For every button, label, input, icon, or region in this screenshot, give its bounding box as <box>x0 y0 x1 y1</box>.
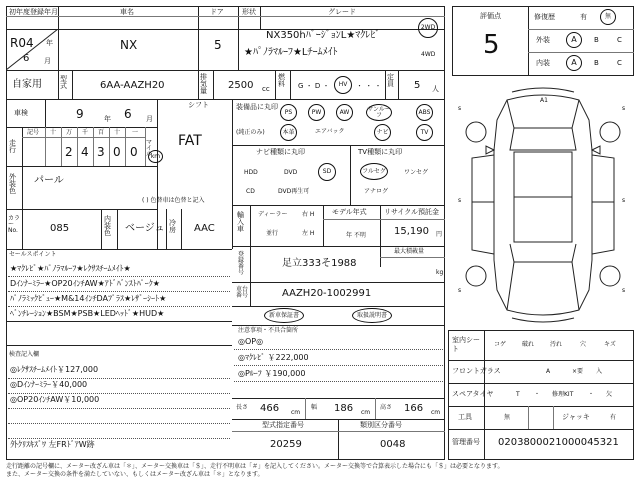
year-unit: 年 <box>46 39 53 47</box>
mileage-head-1: 万 <box>66 129 73 136</box>
month-unit: 月 <box>44 57 51 65</box>
option-line-2: ◎OP20ｲﾝﾁAW￥10,000 <box>10 395 100 404</box>
mileage-note-label: 記号 <box>27 129 40 136</box>
ac-label: 冷房 <box>169 219 176 234</box>
nav-cd: CD <box>246 188 255 195</box>
type-no-label: 型式指定番号 <box>262 421 304 429</box>
model-year-value: 年 不明 <box>346 232 366 239</box>
import-label: 輸入車 <box>237 211 244 233</box>
exterior-a-mark: A <box>566 32 582 48</box>
use-type: 自家用 <box>12 79 42 90</box>
doors: 5 <box>214 38 222 52</box>
equipment-label: 装備品に丸印 <box>236 103 278 111</box>
color-no: 085 <box>50 223 70 234</box>
mileage-head-2: 千 <box>82 129 89 136</box>
footer-line-2: また、メーター交換の条件を満たしていない、もしくはメーター改ざん車は「＊」となります。 <box>6 471 264 478</box>
nav-sd-mark: SD <box>318 163 336 181</box>
equip-abs: ABS <box>416 104 433 121</box>
note-line-1: ◎ﾏｸﾚﾋﾞ ￥222,000 <box>238 353 309 362</box>
recycle-amount: 15,190 <box>394 226 429 237</box>
length-label: 長さ <box>236 404 249 411</box>
option-line-1: ◎Dｲﾝﾅｰﾐﾗｰ￥40,000 <box>10 380 88 389</box>
sales-line-3: ﾍﾞﾝﾁﾚｰｼｮﾝ★BSM★PSB★LEDﾍｯﾄﾞ★HUD★ <box>10 309 165 318</box>
fuel-other: ・ ・ ・ <box>356 82 382 90</box>
tv-label: TV種類に丸印 <box>358 148 403 156</box>
first-reg-month: 6 <box>23 53 30 64</box>
nav-dvd-play: DVD再生可 <box>278 188 310 195</box>
recycle-unit: 円 <box>436 231 443 238</box>
manual-mark: 取扱説明書 <box>352 308 392 323</box>
drive-2wd-mark: 2WD <box>418 18 438 38</box>
interior-label: 内装 <box>536 59 550 67</box>
interior-color: ベージュ <box>125 223 165 234</box>
plate: 足立333そ1988 <box>282 258 357 269</box>
equip-airbag: エアバック <box>315 128 345 135</box>
chassis-label: 車台番号 <box>236 286 249 299</box>
spare-label: スペアタイヤ <box>452 390 494 398</box>
note-line-0: ◎OP◎ <box>238 337 264 346</box>
windshield-label: フロントガラス <box>452 367 501 375</box>
spare-dot-2: ・ <box>588 391 595 398</box>
diagonal-divider <box>6 29 58 70</box>
mileage-head-0: 十 <box>50 129 57 136</box>
type-no: 20259 <box>270 439 302 450</box>
car-diagram <box>452 80 634 326</box>
seat-item-1: 破れ <box>522 341 535 348</box>
height-unit: cm <box>431 409 441 416</box>
mileage-head-3: 百 <box>98 129 105 136</box>
seat-item-3: 穴 <box>580 341 587 348</box>
shape-label: 形状 <box>242 8 256 16</box>
shift: FAT <box>178 133 202 149</box>
equip-navi: ナビ <box>374 124 391 141</box>
option-line-5: 外ｸﾘｽｷｽﾞﾜ 左FRﾄﾞｱW跡 <box>10 440 95 449</box>
displacement-label: 排気量 <box>200 73 207 95</box>
first-reg-label: 初年度登録年月 <box>9 8 58 16</box>
nav-hdd: HDD <box>244 169 258 176</box>
exterior-label: 外装 <box>536 36 550 44</box>
mileage-digit-1: 2 <box>65 145 73 159</box>
capacity-unit: 人 <box>432 85 439 93</box>
recycle-label: リサイクル預託金 <box>384 208 440 216</box>
seat-item-2: 汚れ <box>550 341 563 348</box>
spare-dot-1: ・ <box>534 391 541 398</box>
repair-none-mark: 無 <box>600 9 616 25</box>
fuel-options: G ・ D ・ <box>298 82 330 90</box>
notes-label: 注意事項・不具合箇所 <box>238 327 299 334</box>
height-label: 高さ <box>380 404 393 411</box>
s-mark-tr: s <box>622 105 626 112</box>
options-label: 検査記入欄 <box>9 351 40 358</box>
windshield-in: 入 <box>596 368 603 375</box>
sales-line-2: ﾊﾟﾉﾗﾐｯｸﾋﾞｭｰ★M&14ｲﾝﾁDAﾌﾟﾗｽ★ﾚｻﾞｰｼｰﾄ★ <box>10 294 167 303</box>
color-no-label: カラーNo. <box>8 215 21 234</box>
inspection-month-unit: 月 <box>146 115 153 123</box>
inspection-label: 車検 <box>14 109 28 117</box>
import-left: 左 H <box>302 230 315 237</box>
windshield-a: A <box>546 368 551 375</box>
equip-aw: AW <box>336 104 353 121</box>
inspection-year-unit: 年 <box>104 115 111 123</box>
repair-option-yes: 有 <box>580 13 587 21</box>
length: 466 <box>260 403 280 414</box>
width-unit: cm <box>361 409 371 416</box>
class-no-label: 類別区分番号 <box>360 421 402 429</box>
car-name: NX <box>120 38 138 52</box>
grade-label: グレード <box>328 8 356 16</box>
interior-c: C <box>617 59 622 67</box>
max-load-label: 最大積載量 <box>394 248 425 255</box>
grade-line2: ★ﾊﾟﾉﾗﾏﾙｰﾌ★Lﾁｰﾑﾒｲﾄ <box>244 47 338 58</box>
option-line-0: ◎ﾚｸｻｽﾁｰﾑﾒｲﾄ￥127,000 <box>10 365 99 374</box>
mgmt-number: 0203800021000045321 <box>498 437 619 448</box>
interior-b: B <box>594 59 599 67</box>
width-label: 幅 <box>311 404 318 411</box>
equipment-sub: (純正のみ) <box>236 129 265 136</box>
color-label: 外装色 <box>9 173 16 195</box>
s-mark-tl: s <box>458 105 462 112</box>
class-no: 0048 <box>380 439 406 450</box>
grade-line1: NX350hﾊﾞｰｼﾞｮﾝL★ﾏｸﾚﾋﾞ <box>266 30 381 41</box>
car-name-label: 車名 <box>120 8 134 16</box>
nav-label: ナビ種類に丸印 <box>256 148 305 156</box>
s-mark-bl: s <box>458 287 462 294</box>
s-mark-ml: s <box>458 197 462 204</box>
score-label: 評価点 <box>480 12 501 20</box>
mileage-head-5: 一 <box>132 129 139 136</box>
tv-analog: アナログ <box>364 188 389 195</box>
tools-value: 無 <box>504 414 511 421</box>
spare-t: T <box>516 391 520 398</box>
mgmt-label: 管理番号 <box>452 438 480 446</box>
mileage-digit-4: 0 <box>113 145 121 159</box>
tools-label: 工具 <box>458 413 472 421</box>
import-parallel: 並行 <box>266 230 279 237</box>
spare-missing: 欠 <box>606 391 613 398</box>
drive-4wd: 4WD <box>421 51 436 58</box>
first-reg-year: R04 <box>10 36 34 50</box>
fuel-hv-mark: HV <box>334 76 352 94</box>
score: 5 <box>483 30 500 60</box>
jack-label: ジャッキ <box>562 413 590 421</box>
exterior-b: B <box>594 36 599 44</box>
ac: AAC <box>194 223 215 234</box>
new-warranty-mark: 新車保証書 <box>264 308 304 323</box>
tv-fullseg-mark: フルセグ <box>360 163 388 180</box>
sales-line-0: ★ﾏｸﾚﾋﾞ★ﾊﾟﾉﾗﾏﾙｰﾌ★ﾚｸｻｽﾁｰﾑﾒｲﾄ★ <box>10 264 131 273</box>
fuel-label: 燃料 <box>278 73 285 88</box>
tv-oneseg: ワンセグ <box>404 169 429 176</box>
note-line-2: ◎Pﾙｰﾌ ￥190,000 <box>238 369 306 378</box>
seat-item-0: コゲ <box>494 341 507 348</box>
equip-leather: 本革 <box>280 124 297 141</box>
nav-dvd: DVD <box>284 169 298 176</box>
doors-label: ドア <box>210 8 224 16</box>
inspection-year: 9 <box>76 107 84 121</box>
width: 186 <box>334 403 354 414</box>
color-note: ( ) 色替車は色替と記入 <box>142 197 205 204</box>
equip-pw: PW <box>308 104 325 121</box>
mileage-digit-2: 4 <box>81 145 89 159</box>
mileage-digit-5: 0 <box>130 145 138 159</box>
equip-sunroof: サンルーフ <box>366 104 392 121</box>
jack-value: 有 <box>610 414 617 421</box>
capacity-label: 定員 <box>387 73 394 88</box>
length-unit: cm <box>291 409 301 416</box>
inspection-month: 6 <box>124 107 132 121</box>
shift-label: シフト <box>188 101 209 109</box>
model: 6AA-AAZH20 <box>100 80 165 91</box>
displacement-unit: cc <box>262 85 270 93</box>
mileage-label: 走行 <box>9 139 16 154</box>
equip-tv: TV <box>416 124 433 141</box>
import-right: 右 H <box>302 211 315 218</box>
mileage-unit-mile: マイル <box>146 139 153 158</box>
diagram-top-label: A1 <box>540 97 548 104</box>
mileage-digit-3: 3 <box>97 145 105 159</box>
capacity: 5 <box>414 80 421 91</box>
plate-label: 登録番号 <box>238 251 245 276</box>
mileage-km-mark: km <box>148 150 163 163</box>
height: 166 <box>404 403 424 414</box>
repair-label: 修復歴 <box>534 13 555 21</box>
displacement: 2500 <box>228 80 254 91</box>
spare-kit: 修理KIT <box>552 391 574 398</box>
chassis: AAZH20-1002991 <box>282 288 372 299</box>
footer-line-1: 走行距離の記号欄に、メーター改ざん車は「＊」、メーター交換車は「＄」、走行不明車は「＃」を記入してください。メーター交換等で合算表示した場合にも「＄」は必要となります。 <box>6 463 504 470</box>
sales-points-label: セールスポイント <box>9 251 57 258</box>
color-value: パール <box>34 175 64 186</box>
mileage-head-4: 十 <box>114 129 121 136</box>
import-dealer: ディーラー <box>258 211 288 218</box>
model-label: 型式 <box>60 75 67 90</box>
windshield-replace: ×要 <box>572 368 584 375</box>
equip-ps: PS <box>280 104 297 121</box>
sales-line-1: Dｲﾝﾅｰﾐﾗｰ★OP20ｲﾝﾁAW★ｱﾄﾞﾊﾞﾝｽﾄﾊﾟｰｸ★ <box>10 279 160 288</box>
interior-a-mark: A <box>566 55 582 71</box>
max-load-unit: kg <box>436 269 444 276</box>
s-mark-mr: s <box>622 197 626 204</box>
interior-seat-label: 室内シート <box>452 336 480 354</box>
interior-color-label: 内装色 <box>104 215 111 237</box>
seat-item-4: キズ <box>604 341 616 348</box>
model-year-label: モデル年式 <box>332 208 367 216</box>
s-mark-br: s <box>622 287 626 294</box>
exterior-c: C <box>617 36 622 44</box>
